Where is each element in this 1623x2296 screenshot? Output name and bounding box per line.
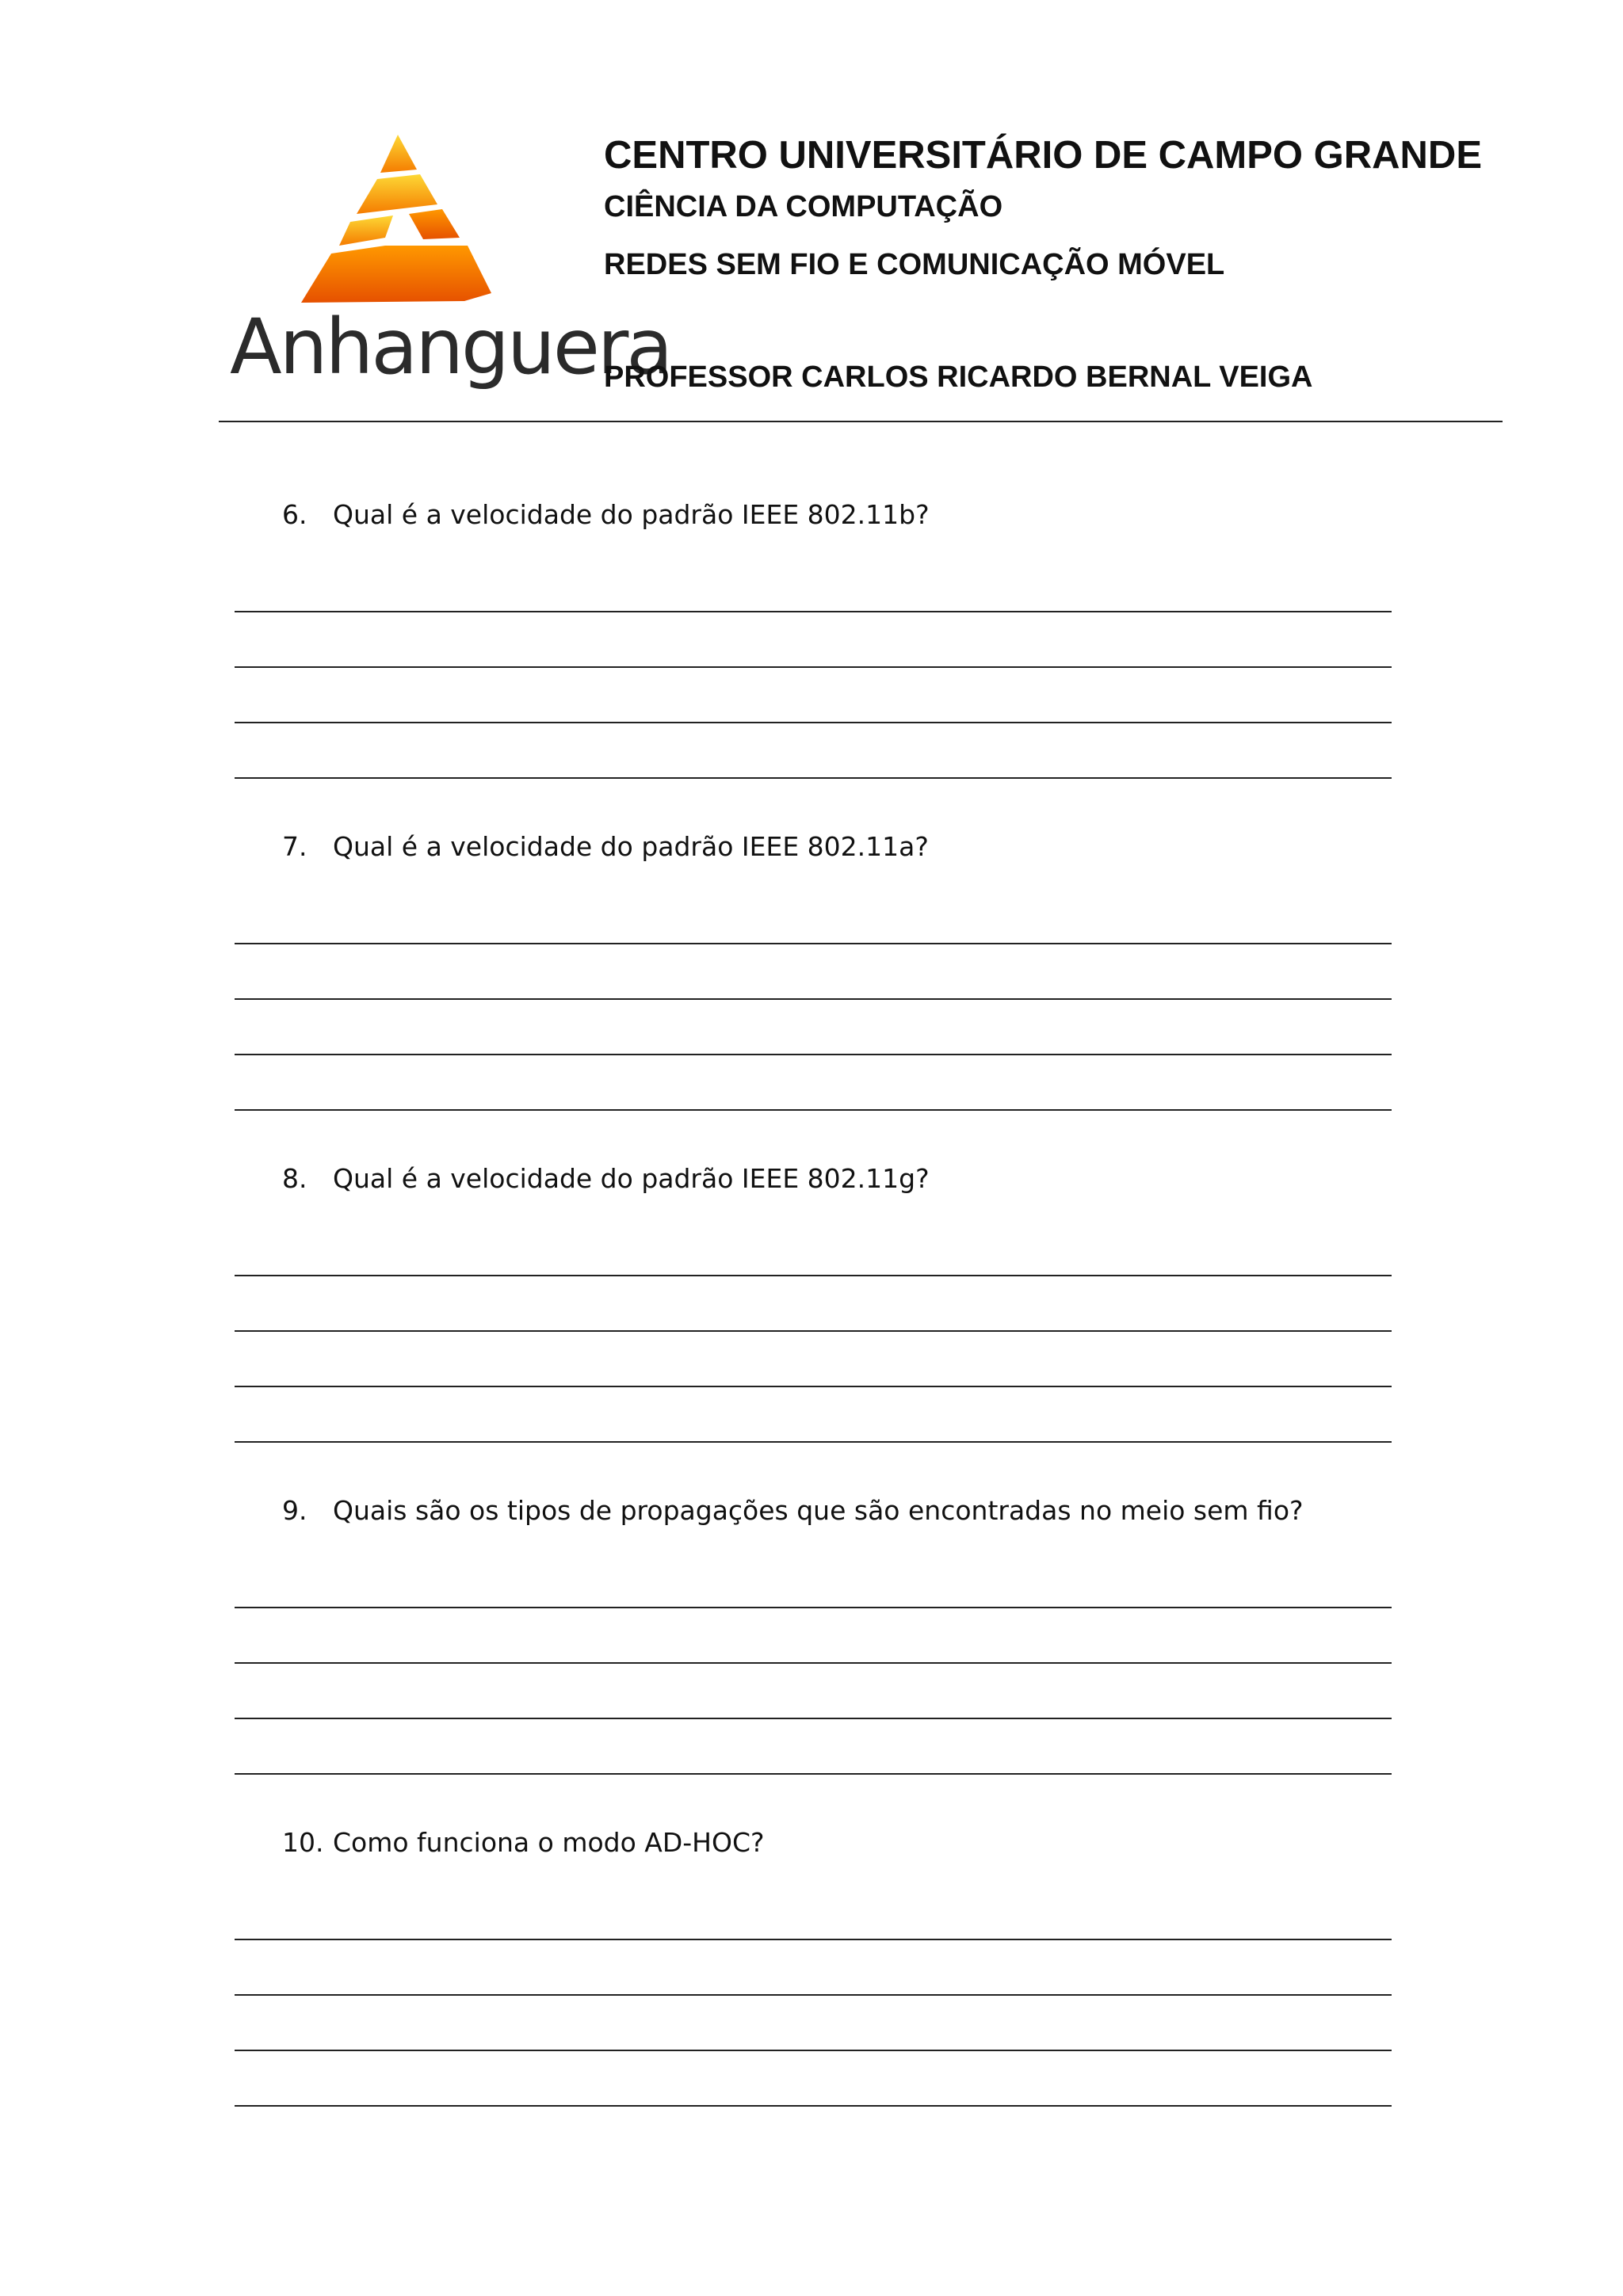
course-title: CIÊNCIA DA COMPUTAÇÃO bbox=[604, 190, 1003, 223]
logo-wordmark: Anhanguera bbox=[230, 303, 671, 391]
answer-line[interactable] bbox=[235, 1386, 1392, 1387]
answer-line[interactable] bbox=[235, 998, 1392, 1000]
question-number: 6. bbox=[282, 499, 307, 530]
question-number: 8. bbox=[282, 1163, 307, 1194]
question-7 bbox=[282, 833, 929, 860]
answer-line[interactable] bbox=[235, 1718, 1392, 1719]
question-number: 9. bbox=[282, 1495, 307, 1526]
logo-triangle-icon bbox=[230, 127, 579, 309]
question-text: Como funciona o modo AD-HOC? bbox=[333, 1827, 765, 1858]
question-6 bbox=[282, 499, 930, 530]
subject-title: REDES SEM FIO E COMUNICAÇÃO MÓVEL bbox=[604, 248, 1225, 281]
answer-line[interactable] bbox=[235, 943, 1392, 944]
question-10 bbox=[282, 1827, 765, 1858]
anhanguera-logo bbox=[230, 127, 671, 412]
question-number: 10. bbox=[282, 1827, 324, 1858]
question-number: 7. bbox=[282, 831, 307, 862]
answer-line[interactable] bbox=[235, 611, 1392, 612]
answer-line[interactable] bbox=[235, 1662, 1392, 1664]
question-text: Qual é a velocidade do padrão IEEE 802.11b? bbox=[333, 499, 930, 530]
question-text: Qual é a velocidade do padrão IEEE 802.11g? bbox=[333, 1163, 930, 1194]
question-text: Qual é a velocidade do padrão IEEE 802.11a? bbox=[333, 831, 929, 862]
answer-line[interactable] bbox=[235, 722, 1392, 723]
answer-line[interactable] bbox=[235, 2105, 1392, 2107]
answer-line[interactable] bbox=[235, 1109, 1392, 1111]
answer-line[interactable] bbox=[235, 1773, 1392, 1775]
answer-line[interactable] bbox=[235, 1330, 1392, 1332]
answer-line[interactable] bbox=[235, 666, 1392, 668]
question-8 bbox=[282, 1165, 930, 1192]
answer-line[interactable] bbox=[235, 1275, 1392, 1276]
answer-line[interactable] bbox=[235, 1994, 1392, 1996]
institution-title: CENTRO UNIVERSITÁRIO DE CAMPO GRANDE bbox=[604, 134, 1483, 177]
professor-name: PROFESSOR CARLOS RICARDO BERNAL VEIGA bbox=[604, 360, 1313, 394]
answer-line[interactable] bbox=[235, 1939, 1392, 1940]
question-9 bbox=[282, 1497, 1304, 1524]
header-divider bbox=[219, 421, 1503, 422]
answer-line[interactable] bbox=[235, 1054, 1392, 1055]
answer-line[interactable] bbox=[235, 777, 1392, 779]
answer-line[interactable] bbox=[235, 1441, 1392, 1443]
question-text: Quais são os tipos de propagações que são encontradas no meio sem fio? bbox=[333, 1495, 1304, 1526]
answer-line[interactable] bbox=[235, 1607, 1392, 1608]
answer-line[interactable] bbox=[235, 2050, 1392, 2051]
